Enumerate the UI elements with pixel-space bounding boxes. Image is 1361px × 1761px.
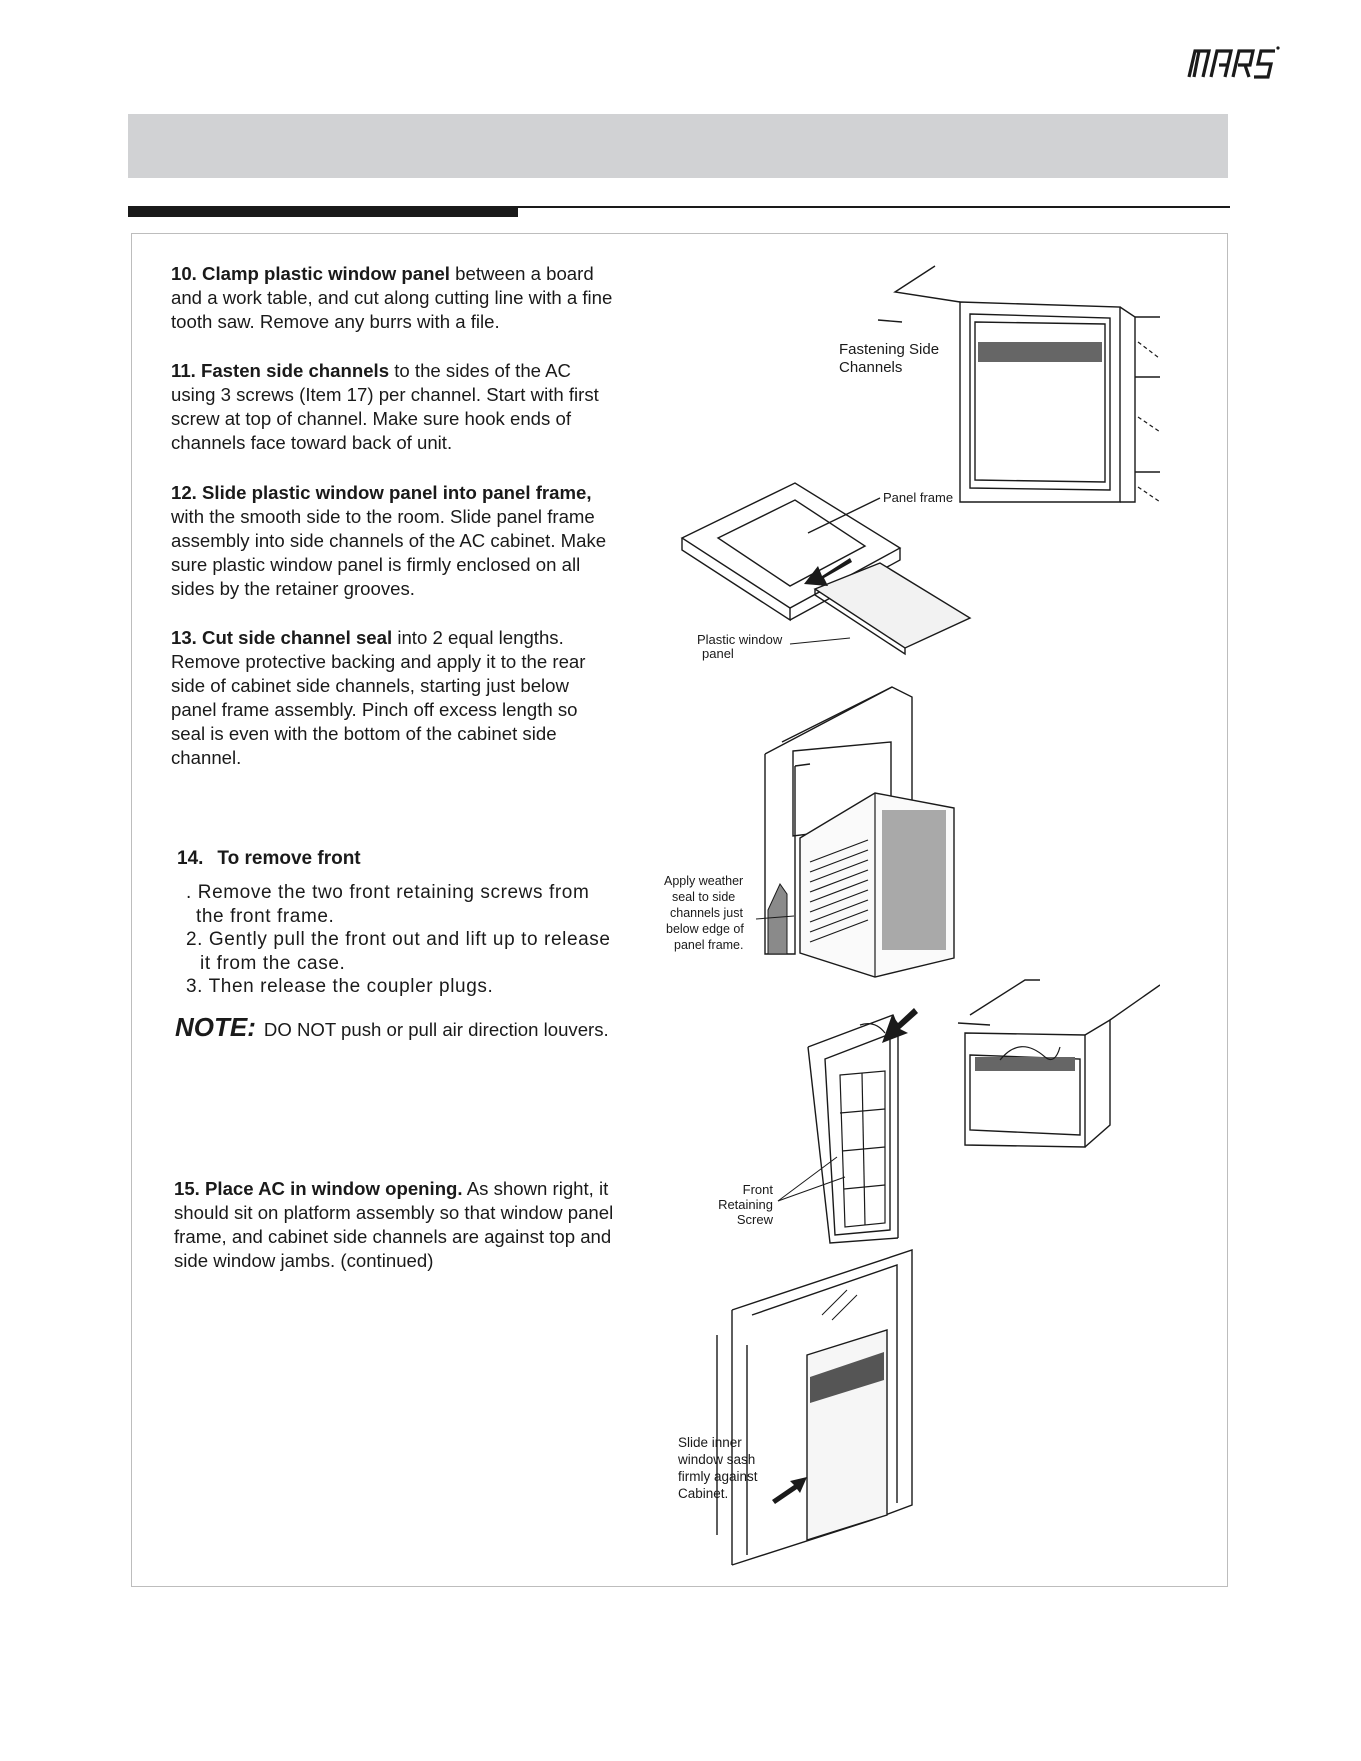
- fastening-caption-line2: Channels: [839, 359, 903, 376]
- seal-strip-icon: [768, 884, 787, 954]
- section-header-bar: [128, 114, 1228, 178]
- panel-frame-label: Panel frame: [883, 490, 954, 505]
- frame-strip-icon: [975, 1057, 1075, 1071]
- push-arrow-icon: [772, 1477, 807, 1504]
- weather-caption-line5: panel frame.: [674, 938, 744, 952]
- sash-caption-line4: Cabinet.: [678, 1486, 729, 1501]
- step-11-heading: 11. Fasten side channels: [171, 360, 390, 381]
- note-label: NOTE:: [175, 1012, 256, 1042]
- front-caption-line3: Screw: [736, 1212, 773, 1227]
- step-13: 13. Cut side channel seal into 2 equal lengths. Remove protective backing and apply it to the rear side of cabinet side channels, starting just below panel frame assembly. Pinch off excess length so seal is even with the bottom of the cabinet side channel.: [171, 627, 586, 768]
- window-sash-figure: [672, 1245, 932, 1570]
- step-15-heading: 15. Place AC in window opening.: [174, 1178, 463, 1199]
- step-11: 11. Fasten side channels to the sides of the AC using 3 screws (Item 17) per channel. Start with first screw at top of channel. Make sure hook ends of channels face toward back of unit.: [171, 360, 599, 453]
- weather-caption-line1: Apply weather: [664, 874, 744, 888]
- note-text: DO NOT push or pull air direction louvers.: [263, 1019, 609, 1040]
- note: [175, 1012, 609, 1043]
- filter-grid-icon: [840, 1071, 885, 1227]
- weather-caption-line3: channels just: [670, 906, 743, 920]
- front-caption-line2: Retaining: [718, 1197, 773, 1212]
- step-13-heading: 13. Cut side channel seal: [171, 627, 393, 648]
- step-12-heading: 12. Slide plastic window panel into panel frame,: [171, 482, 592, 503]
- sash-caption-line1: Slide inner: [678, 1435, 742, 1450]
- list-item: . Remove the two front retaining screws from: [186, 882, 590, 903]
- mars-logo: [1183, 45, 1281, 81]
- sash-caption-line2: window sash: [678, 1452, 756, 1467]
- list-item: the front frame.: [196, 905, 335, 927]
- fastening-caption-line1: Fastening Side: [839, 341, 940, 358]
- step-14-heading: 14. To remove front: [177, 848, 361, 869]
- weather-seal-figure: [660, 682, 960, 982]
- panel-frame-figure: [680, 478, 980, 678]
- plastic-window-label-line1: Plastic window: [697, 632, 783, 647]
- sash-caption-line3: firmly against: [678, 1469, 758, 1484]
- step-12: 12. Slide plastic window panel into panel frame, with the smooth side to the room. Slide panel frame assembly into side channels of the AC cabinet. Make sure plastic window panel is firmly enclosed on all sides by the retainer grooves.: [171, 482, 607, 599]
- step-15: 15. Place AC in window opening. As shown right, it should sit on platform assembly so that window panel frame, and cabinet side channels are against top and side window jambs. (continued): [174, 1178, 614, 1271]
- front-removal-figure: [700, 975, 1160, 1260]
- header-rule-thin: [518, 206, 1230, 208]
- weather-caption-line2: seal to side: [672, 890, 736, 904]
- step-14-list: [186, 881, 611, 999]
- step-10: 10. Clamp plastic window panel between a board and a work table, and cut along cutting line with a fine tooth saw. Remove any burrs with a file.: [171, 263, 613, 332]
- remove-arrow-icon: [882, 1008, 918, 1043]
- plastic-window-label-line2: panel: [702, 646, 734, 661]
- grille-icon: [882, 810, 946, 950]
- list-item: 2. Gently pull the front out and lift up to release: [186, 929, 611, 950]
- weather-caption-line4: below edge of: [666, 922, 744, 936]
- header-rule-thick: [128, 206, 518, 217]
- front-caption-line1: Front: [742, 1182, 773, 1197]
- list-item: it from the case.: [200, 952, 346, 974]
- channel-strip-icon: [978, 342, 1102, 362]
- list-item: 3. Then release the coupler plugs.: [186, 976, 494, 997]
- step-10-heading: 10. Clamp plastic window panel: [171, 263, 450, 284]
